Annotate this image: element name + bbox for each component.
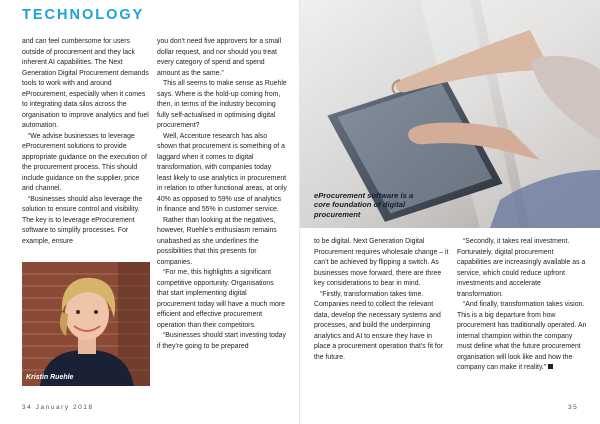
paragraph: “We advise businesses to leverage eProcurement solutions to provide appropriate guidance on the execution of the procurement process. This should include guidance on the supplier, price and channel. xyxy=(22,132,147,192)
photo-caption: eProcurement software is a core foundation of digital procurement xyxy=(314,191,414,219)
paragraph: “Businesses should also leverage the solution to ensure control and visibility. The key is to leverage eProcurement software to simplify processes. For example, ensure xyxy=(22,195,143,245)
paragraph xyxy=(457,300,587,374)
paragraph-text: “And finally, transformation takes vision. This is a big departure from how procurement has traditionally operated. An internal champion within the company must define what the future procurement organisation will look like and how the company can make it reality.” xyxy=(457,301,587,371)
portrait-photo xyxy=(22,262,150,386)
article-column-3 xyxy=(314,237,450,363)
article-column-1 xyxy=(22,37,150,247)
paragraph: Well, Accenture research has also shown that procurement is something of a laggard when it comes to digital transformation, with companies today least likely to use analytics in procurement in relation to other functional areas, at only 40% as opposed to 59% use of analytics in finance and 55% in customer service. xyxy=(157,132,287,213)
section-title: TECHNOLOGY xyxy=(22,7,145,23)
portrait-caption: Kristin Ruehle xyxy=(26,374,74,381)
paragraph: Rather than looking at the negatives, however, Ruehle’s enthusiasm remains unabashed as she underlines the possibilities that this presents for companies. xyxy=(157,216,277,266)
paragraph: “Firstly, transformation takes time. Companies need to collect the relevant data, develop the necessary systems and processes, and build the underpinning analytics and AI to ensure they have in place a procurement operation that’s fit for the future. xyxy=(314,290,443,361)
page-number-right: 35 xyxy=(568,404,579,411)
paragraph: “Businesses should start investing today if they’re going to be prepared xyxy=(157,332,286,350)
page-number-left: 34 January 2018 xyxy=(22,404,94,411)
paragraph: and can feel cumbersome for users outside of procurement and they lack inherent AI capabilities. The Next Generation Digital Procurement demands tools to work with and around eProcurement, especially when it comes to integrating data silos across the organisation to improve analytics and fuel automation. xyxy=(22,38,149,129)
paragraph: “For me, this highlights a significant competitive opportunity. Organisations that start implementing digital procurement today will have a much more efficient and effective procurement operation than their competitors. xyxy=(157,269,285,329)
article-column-2 xyxy=(157,37,287,352)
paragraph: This all seems to make sense as Ruehle says. Where is the hold-up coming from, then, in terms of the industry becoming fully self-actualised in optimising digital procurement? xyxy=(157,80,287,129)
article-column-4 xyxy=(457,237,587,374)
right-page xyxy=(300,0,600,424)
paragraph: “Secondly, it takes real investment. Fortunately, digital procurement capabilities are increasingly available as a service, which could reduce upfront investments and accelerate transformation. xyxy=(457,238,586,298)
paragraph: to be digital. Next Generation Digital Procurement requires wholesale change – it can’t be achieved by flipping a switch. As businesses move forward, there are three key considerations to bear in mind. xyxy=(314,238,449,287)
end-of-article-mark xyxy=(548,364,553,369)
paragraph: you don’t need five approvers for a small dollar request, and nor should you treat every category of spend and spend amount as the same.” xyxy=(157,38,282,77)
portrait-image xyxy=(22,262,150,386)
